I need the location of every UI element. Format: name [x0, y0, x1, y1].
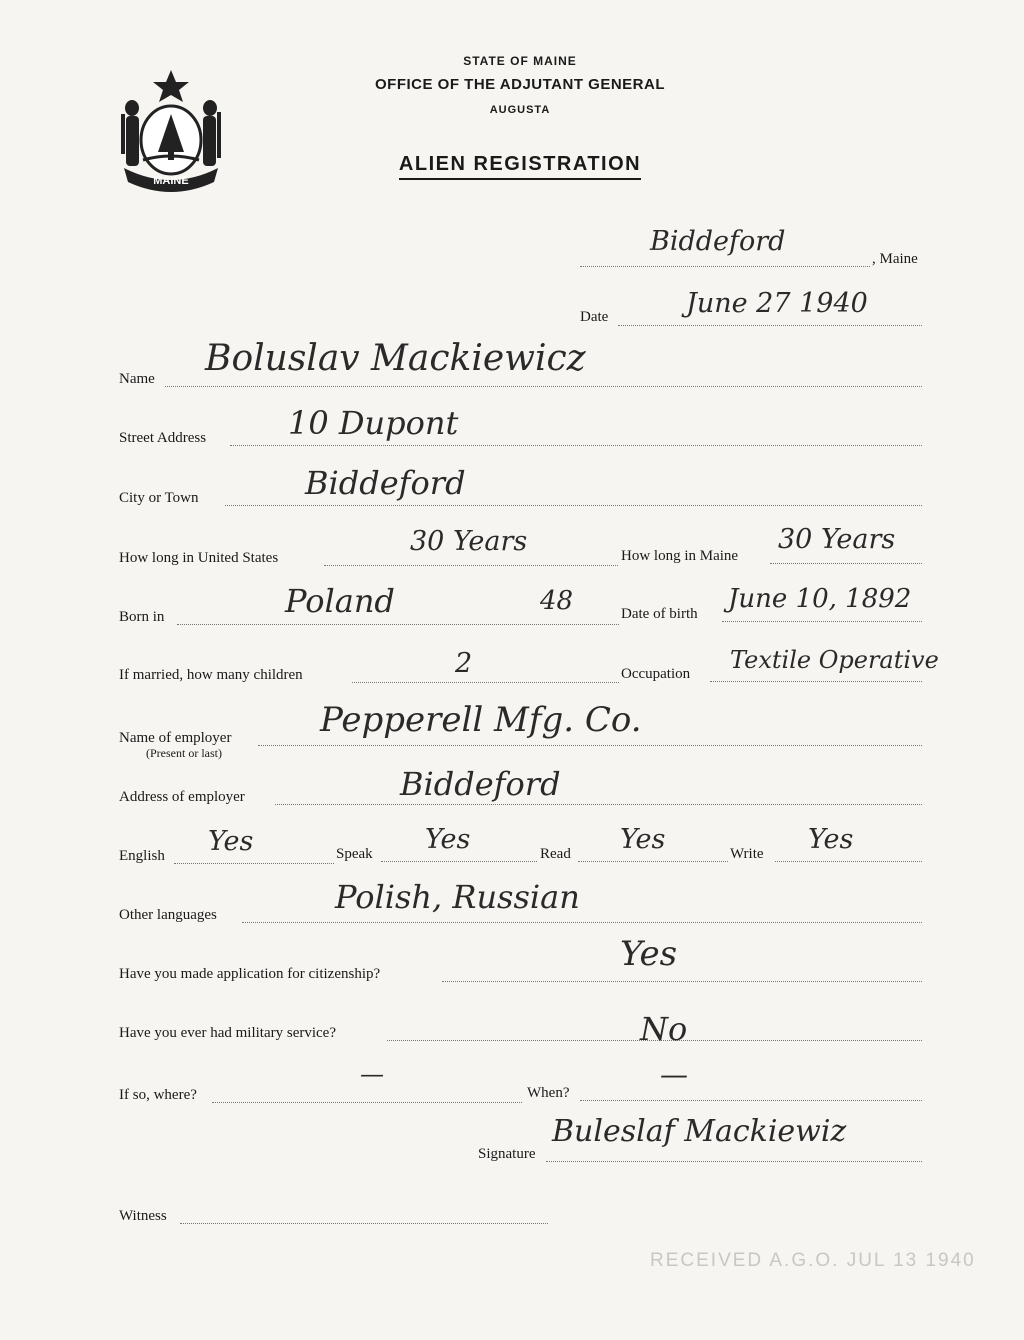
write-label: Write: [730, 846, 764, 862]
city-value[interactable]: Biddeford: [305, 464, 466, 502]
street-value[interactable]: 10 Dupont: [288, 404, 459, 442]
occupation-value[interactable]: Textile Operative: [730, 646, 939, 674]
header-state: STATE OF MAINE: [463, 54, 577, 68]
how-long-us-label: How long in United States: [119, 550, 279, 566]
street-line: [230, 445, 922, 446]
born-in-label: Born in: [119, 609, 165, 625]
born-in-line: [177, 624, 619, 625]
date-of-birth-value[interactable]: June 10, 1892: [728, 584, 912, 614]
citizenship-line: [442, 981, 922, 982]
employer-address-label: Address of employer: [119, 789, 245, 805]
header-city: AUGUSTA: [489, 104, 551, 116]
other-languages-value[interactable]: Polish, Russian: [335, 878, 580, 916]
other-languages-line: [242, 922, 922, 923]
seal-label: MAINE: [153, 175, 189, 187]
employer-label: Name of employer: [119, 730, 232, 746]
employer-line: [258, 745, 922, 746]
employer-value[interactable]: Pepperell Mfg. Co.: [320, 700, 642, 740]
english-value[interactable]: Yes: [208, 826, 254, 857]
read-value[interactable]: Yes: [620, 824, 666, 855]
form-title-text: ALIEN REGISTRATION: [399, 153, 641, 180]
form-title: [8, 153, 1024, 176]
signature-line: [546, 1161, 922, 1162]
how-long-maine-line: [770, 563, 922, 564]
age-value[interactable]: 48: [540, 586, 574, 616]
occupation-line: [710, 681, 922, 682]
children-value[interactable]: 2: [455, 648, 473, 679]
received-stamp: RECEIVED A.G.O. JUL 13 1940: [650, 1250, 976, 1271]
header-office: OFFICE OF THE ADJUTANT GENERAL: [375, 76, 665, 93]
name-value[interactable]: Boluslav Mackiewicz: [205, 338, 586, 379]
citizenship-value[interactable]: Yes: [620, 934, 678, 974]
where-line: [212, 1102, 522, 1103]
name-line: [165, 386, 922, 387]
military-label: Have you ever had military service?: [119, 1025, 336, 1041]
place-value[interactable]: Biddeford: [650, 226, 786, 257]
children-label: If married, how many children: [119, 667, 303, 683]
employer-note: (Present or last): [146, 746, 222, 760]
when-label: When?: [527, 1085, 570, 1101]
date-of-birth-label: Date of birth: [621, 606, 698, 622]
maine-label: , Maine: [872, 251, 918, 267]
city-label: City or Town: [119, 490, 199, 506]
place-line: [580, 266, 870, 267]
employer-address-line: [275, 804, 922, 805]
street-label: Street Address: [119, 430, 207, 446]
citizenship-label: Have you made application for citizenship?: [119, 966, 381, 982]
witness-label: Witness: [119, 1208, 167, 1224]
date-line: [618, 325, 922, 326]
read-label: Read: [540, 846, 571, 862]
read-line: [578, 861, 728, 862]
city-line: [225, 505, 922, 506]
employer-address-value[interactable]: Biddeford: [400, 765, 561, 803]
english-label: English: [119, 848, 165, 864]
children-line: [352, 682, 619, 683]
english-line: [174, 863, 334, 864]
speak-label: Speak: [336, 846, 373, 862]
other-languages-label: Other languages: [119, 907, 217, 923]
write-line: [775, 861, 922, 862]
how-long-us-value[interactable]: 30 Years: [410, 526, 528, 557]
signature-label: Signature: [478, 1146, 536, 1162]
how-long-us-line: [324, 565, 618, 566]
occupation-label: Occupation: [621, 666, 691, 682]
when-line: [580, 1100, 922, 1101]
military-value[interactable]: No: [640, 1010, 688, 1048]
date-label: Date: [580, 309, 609, 325]
how-long-maine-value[interactable]: 30 Years: [778, 524, 896, 555]
write-value[interactable]: Yes: [808, 824, 854, 855]
where-value[interactable]: —: [360, 1060, 384, 1088]
how-long-maine-label: How long in Maine: [621, 548, 739, 564]
date-of-birth-line: [722, 621, 922, 622]
born-in-value[interactable]: Poland: [285, 582, 395, 620]
when-value[interactable]: —: [660, 1058, 688, 1091]
speak-line: [381, 861, 537, 862]
if-so-where-label: If so, where?: [119, 1087, 197, 1103]
name-label: Name: [119, 371, 155, 387]
signature-value[interactable]: Buleslaf Mackiewiz: [552, 1114, 847, 1149]
witness-line: [180, 1223, 548, 1224]
speak-value[interactable]: Yes: [425, 824, 471, 855]
date-value[interactable]: June 27 1940: [686, 288, 868, 319]
